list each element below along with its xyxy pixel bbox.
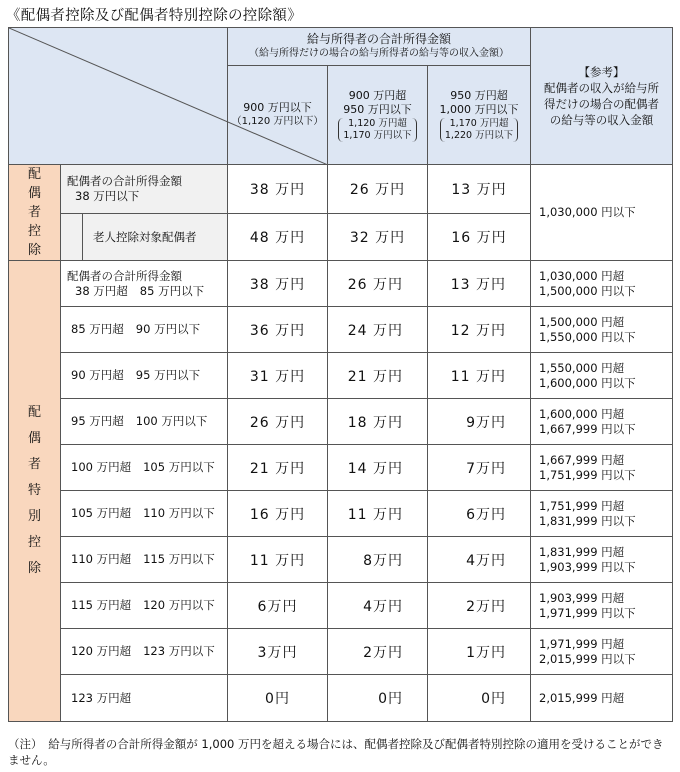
- b-col2: 26 万円: [328, 261, 428, 307]
- b-reference: 1,667,999 円超 1,751,999 円以下: [531, 445, 673, 491]
- table-row: [9, 261, 673, 307]
- range-from: 100 万円超: [71, 460, 132, 474]
- income-range-cell: [61, 675, 228, 722]
- b-col3: 13 万円: [428, 261, 531, 307]
- b-reference: 1,903,999 円超 1,971,999 円以下: [531, 583, 673, 629]
- spouse-special-deduction-label: [9, 261, 61, 722]
- b-col1: 26 万円: [228, 399, 328, 445]
- range-from: 90 万円超: [71, 368, 124, 382]
- col3-header: 950 万円超 1,000 万円以下 1,170 万円超 1,220 万円以下: [428, 66, 531, 165]
- b-col2: 24 万円: [328, 307, 428, 353]
- range-from: 38 万円超: [75, 283, 128, 298]
- indent-cell: [61, 214, 83, 261]
- range-from: 123 万円超: [71, 690, 132, 705]
- income-range-cell: [61, 261, 228, 307]
- col2-header: 900 万円超 950 万円以下 1,120 万円超 1,170 万円以下: [328, 66, 428, 165]
- range-to: 123 万円以下: [143, 644, 215, 658]
- b-col3: 1万円: [428, 629, 531, 675]
- b-col3: 9万円: [428, 399, 531, 445]
- b-col3: 2万円: [428, 583, 531, 629]
- table-row: [9, 537, 673, 583]
- table-row: [9, 629, 673, 675]
- a1-col2: 26 万円: [328, 165, 428, 214]
- b-reference: 1,831,999 円超 1,903,999 円以下: [531, 537, 673, 583]
- b-col1: 6万円: [228, 583, 328, 629]
- a1-col3: 13 万円: [428, 165, 531, 214]
- spouse-income-label-b: 配偶者の合計所得金額: [67, 268, 182, 283]
- table-row: [9, 353, 673, 399]
- b-col1: 11 万円: [228, 537, 328, 583]
- range-to: 85 万円以下: [139, 283, 205, 298]
- header-corner: [9, 28, 228, 165]
- col2-bracket: 1,120 万円超 1,170 万円以下: [338, 118, 416, 142]
- a2-col2: 32 万円: [328, 214, 428, 261]
- a2-col3: 16 万円: [428, 214, 531, 261]
- spouse-income-label: 配偶者の合計所得金額 38 万円以下: [61, 165, 228, 214]
- income-range-cell: [61, 353, 228, 399]
- income-range-cell: [61, 583, 228, 629]
- range-from: 115 万円超: [71, 598, 132, 612]
- b-col2: 8万円: [328, 537, 428, 583]
- income-range-cell: [61, 307, 228, 353]
- table-row: [9, 583, 673, 629]
- b-reference: 1,030,000 円超 1,500,000 円以下: [531, 261, 673, 307]
- b-col2: 0円: [328, 675, 428, 722]
- range-from: 95 万円超: [71, 414, 124, 428]
- b-col2: 14 万円: [328, 445, 428, 491]
- income-group-header: 給与所得者の合計所得金額 （給与所得だけの場合の給与所得者の給与等の収入金額）: [228, 28, 531, 66]
- b-reference: 2,015,999 円超: [531, 675, 673, 722]
- range-to: 90 万円以下: [135, 322, 201, 336]
- table-row: [9, 445, 673, 491]
- range-to: 120 万円以下: [143, 598, 215, 612]
- income-range-cell: [61, 399, 228, 445]
- range-from: 120 万円超: [71, 644, 132, 658]
- income-range-cell: [61, 445, 228, 491]
- table-row: [9, 307, 673, 353]
- b-col1: 0円: [228, 675, 328, 722]
- range-from: 85 万円超: [71, 322, 124, 336]
- spouse-deduction-label: [9, 165, 61, 261]
- elderly-spouse-label: 老人控除対象配偶者: [83, 214, 228, 261]
- table-row: [9, 399, 673, 445]
- b-reference: 1,600,000 円超 1,667,999 円以下: [531, 399, 673, 445]
- b-col1: 16 万円: [228, 491, 328, 537]
- b-reference: 1,971,999 円超 2,015,999 円以下: [531, 629, 673, 675]
- a2-col1: 48 万円: [228, 214, 328, 261]
- income-range-cell: [61, 537, 228, 583]
- b-col1: 38 万円: [228, 261, 328, 307]
- a-reference: 1,030,000 円以下: [531, 165, 673, 261]
- b-col3: 0円: [428, 675, 531, 722]
- range-from: 110 万円超: [71, 552, 132, 566]
- spouse-special-deduction-text: 配 偶 者 特 別 控 除: [27, 405, 41, 576]
- b-col1: 31 万円: [228, 353, 328, 399]
- footnote: （注） 給与所得者の合計所得金額が 1,000 万円を超える場合には、配偶者控除及び配偶者特別控除の適用を受けることができません。: [8, 737, 664, 767]
- b-reference: 1,751,999 円超 1,831,999 円以下: [531, 491, 673, 537]
- b-col2: 21 万円: [328, 353, 428, 399]
- b-col3: 6万円: [428, 491, 531, 537]
- range-to: 115 万円以下: [143, 552, 215, 566]
- b-reference: 1,550,000 円超 1,600,000 円以下: [531, 353, 673, 399]
- b-col3: 12 万円: [428, 307, 531, 353]
- b-col1: 3万円: [228, 629, 328, 675]
- range-from: 105 万円超: [71, 506, 132, 520]
- b-col3: 7万円: [428, 445, 531, 491]
- page-title: 《配偶者控除及び配偶者特別控除の控除額》: [6, 8, 302, 24]
- b-col3: 11 万円: [428, 353, 531, 399]
- table-row: [9, 491, 673, 537]
- col3-bracket: 1,170 万円超 1,220 万円以下: [440, 118, 518, 142]
- deduction-table: [8, 27, 673, 722]
- b-col2: 2万円: [328, 629, 428, 675]
- range-to: 110 万円以下: [143, 506, 215, 520]
- range-to: 105 万円以下: [143, 460, 215, 474]
- col1-header: 900 万円以下 （1,120 万円以下）: [228, 66, 328, 165]
- b-col2: 11 万円: [328, 491, 428, 537]
- table-row: [9, 675, 673, 722]
- range-to: 100 万円以下: [135, 414, 208, 428]
- b-col3: 4万円: [428, 537, 531, 583]
- reference-header: 【参考】 配偶者の収入が給与所得だけの場合の配偶者の給与等の収入金額: [531, 28, 673, 165]
- b-col2: 4万円: [328, 583, 428, 629]
- special-deduction-rows: [9, 261, 673, 722]
- b-col2: 18 万円: [328, 399, 428, 445]
- b-col1: 21 万円: [228, 445, 328, 491]
- income-range-cell: [61, 629, 228, 675]
- range-to: 95 万円以下: [135, 368, 201, 382]
- income-range-cell: [61, 491, 228, 537]
- a1-col1: 38 万円: [228, 165, 328, 214]
- b-reference: 1,500,000 円超 1,550,000 円以下: [531, 307, 673, 353]
- b-col1: 36 万円: [228, 307, 328, 353]
- spouse-deduction-text: 配 偶 者 控 除: [27, 167, 41, 258]
